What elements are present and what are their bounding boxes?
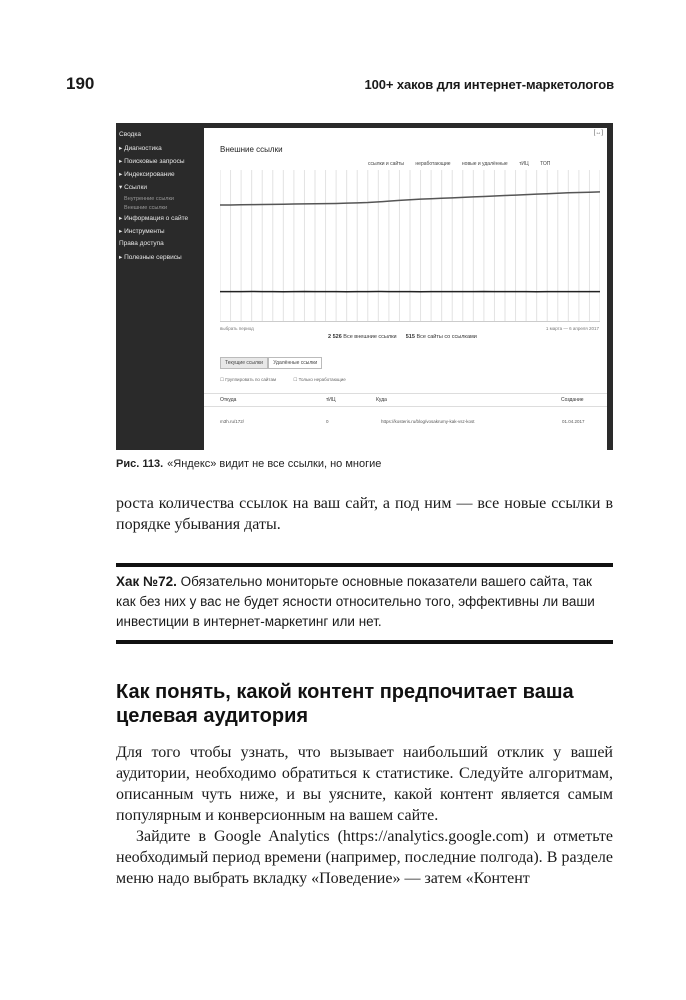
sidebar-item[interactable]: ▸ Поисковые запросы [119, 158, 185, 165]
link-tabs [220, 357, 321, 369]
sidebar-item[interactable]: Внутренние ссылки [124, 196, 174, 202]
links-count: 2 526 [328, 334, 342, 340]
paragraph: Для того чтобы узнать, что вызывает наибольший отклик у вашей аудитории, необходимо обратиться к статистике. Следуйте алгоритмам, описанным чуть ниже, и вы уясните, какой контент является самым популярным и конверсионным на вашем сайте. [116, 744, 613, 824]
tab-current-links[interactable]: Текущие ссылки [220, 357, 268, 369]
legend-item[interactable]: неработающие [415, 161, 451, 167]
row-tic: 0 [326, 419, 329, 424]
legend-item[interactable]: ссылки и сайты [368, 161, 405, 167]
legend-item[interactable]: новые и удалённые [461, 161, 508, 167]
caption-label: Рис. 113. [116, 458, 164, 470]
broken-only-checkbox[interactable]: ☐ Только неработающие [293, 377, 346, 382]
sidebar-item[interactable]: Внешние ссылки [124, 205, 168, 211]
webmaster-sidebar [116, 123, 204, 450]
row-date: 01.04.2017 [562, 419, 585, 424]
sites-count: 515 [405, 334, 415, 340]
sidebar-item[interactable]: Права доступа [119, 240, 164, 247]
figure-caption [116, 458, 381, 470]
period-selector[interactable]: выбрать период [220, 326, 254, 331]
paragraph: роста количества ссылок на ваш сайт, а под ним — все новые ссылки в порядке убывания даты. [116, 495, 613, 533]
webmaster-main-panel [204, 128, 607, 450]
hack-bottom-rule [116, 640, 613, 644]
date-range: 1 марта — 6 апреля 2017 [545, 326, 599, 331]
filter-checkboxes [220, 377, 362, 383]
col-tic[interactable]: тИЦ [326, 397, 336, 403]
paragraph: Зайдите в Google Analytics (https://analytics.google.com) и отметьте необходимый период времени (например, последние полгода). В разделе меню надо выбрать вкладку «Поведение» — затем «Контент [116, 828, 613, 887]
sidebar-item[interactable]: ▸ Индексирование [119, 171, 175, 178]
table-header [204, 393, 607, 407]
hack-box [116, 572, 613, 632]
tab-removed-links[interactable]: Удалённые ссылки [268, 357, 322, 369]
legend-item[interactable]: ТОП [540, 161, 551, 167]
page-number: 190 [66, 74, 95, 93]
row-to[interactable]: https://kosteris.ru/blog/vosakrumy-kak-vsz-kost [381, 419, 475, 424]
running-title: 100+ хаков для интернет-маркетологов [364, 77, 614, 92]
caption-text: «Яндекс» видит не все ссылки, но многие [167, 458, 382, 470]
links-count-label: Все внешние ссылки [343, 334, 397, 340]
chart-legend [368, 161, 560, 167]
group-by-sites-checkbox[interactable]: ☐ Группировать по сайтам [220, 377, 277, 382]
col-from[interactable]: Откуда [220, 397, 237, 403]
sidebar-item[interactable]: ▸ Диагностика [119, 145, 162, 152]
checkbox-label: Только неработающие [298, 377, 346, 382]
chart-title: Внешние ссылки [220, 145, 283, 154]
link-stats [328, 334, 477, 340]
col-to[interactable]: Куда [376, 397, 387, 403]
sidebar-item[interactable]: ▸ Полезные сервисы [119, 254, 182, 261]
col-created[interactable]: Создание [561, 397, 584, 403]
sidebar-item[interactable]: ▸ Информация о сайте [119, 215, 189, 222]
hack-top-rule [116, 563, 613, 567]
sidebar-item[interactable]: Сводка [119, 131, 141, 138]
section-heading: Как понять, какой контент предпочитает ваша целевая аудитория [116, 681, 574, 727]
checkbox-label: Группировать по сайтам [225, 377, 277, 382]
sidebar-item[interactable]: ▸ Инструменты [119, 228, 165, 235]
sites-count-label: Все сайты со ссылками [416, 334, 477, 340]
sidebar-item[interactable]: ▾ Ссылки [119, 184, 147, 191]
expand-icon[interactable]: [↔] [593, 130, 603, 136]
hack-text: Обязательно мониторьте основные показатели вашего сайта, так как без них у вас не будет ясности относительно того, эффективны ли ваши инвестиции в интернет-маркетинг или нет. [116, 574, 595, 629]
links-line-chart [220, 170, 600, 322]
figure-screenshot [116, 123, 613, 450]
row-from[interactable]: m3h.ru/172/ [220, 419, 245, 424]
legend-item[interactable]: тИЦ [519, 161, 529, 167]
hack-label: Хак №72. [116, 574, 177, 589]
